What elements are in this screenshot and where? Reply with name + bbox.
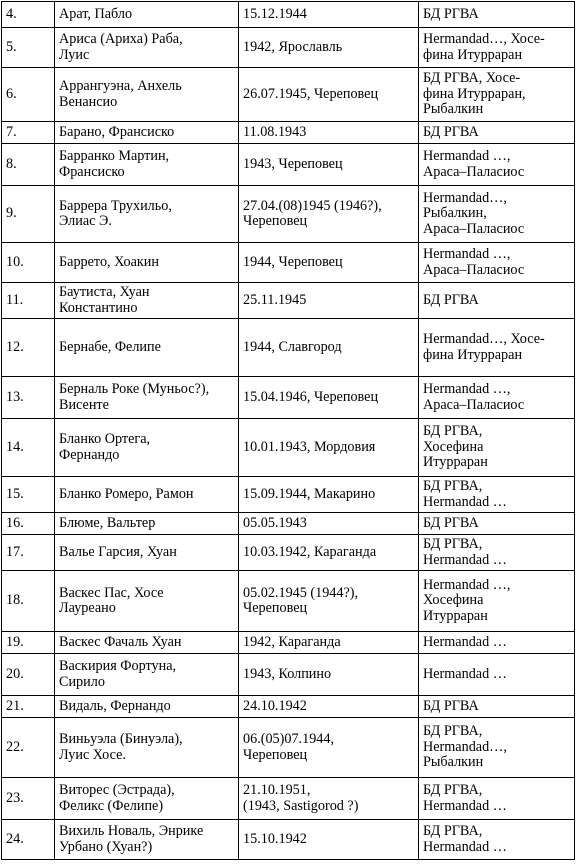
- person-name: Баутиста, Хуан Константино: [55, 283, 239, 319]
- row-number: 24.: [2, 820, 55, 860]
- person-name: Барранко Мартин, Франсиско: [55, 144, 239, 186]
- source: БД РГВА, Hermandad …: [419, 778, 575, 820]
- table-row: [2, 2, 575, 28]
- person-name: Бернабе, Фелипе: [55, 319, 239, 377]
- table-row: [2, 477, 575, 513]
- source: Hermandad …: [419, 632, 575, 654]
- row-number: 16.: [2, 513, 55, 535]
- table-row: [2, 654, 575, 696]
- death-date-place: 05.02.1945 (1944?), Череповец: [239, 571, 419, 632]
- death-date-place: 11.08.1943: [239, 122, 419, 144]
- table-row: [2, 122, 575, 144]
- death-date-place: 21.10.1951, (1943, Sastigorod ?): [239, 778, 419, 820]
- death-date-place: 15.12.1944: [239, 2, 419, 28]
- row-number: 7.: [2, 122, 55, 144]
- death-date-place: 10.03.1942, Караганда: [239, 535, 419, 571]
- row-number: 10.: [2, 243, 55, 283]
- records-table: [1, 1, 575, 860]
- person-name: Арат, Пабло: [55, 2, 239, 28]
- death-date-place: 27.04.(08)1945 (1946?), Череповец: [239, 186, 419, 243]
- person-name: Ариса (Ариха) Раба, Луис: [55, 28, 239, 68]
- row-number: 8.: [2, 144, 55, 186]
- row-number: 15.: [2, 477, 55, 513]
- source: БД РГВА, Hermandad…, Рыбалкин: [419, 718, 575, 778]
- row-number: 22.: [2, 718, 55, 778]
- row-number: 5.: [2, 28, 55, 68]
- person-name: Виторес (Эстрада), Феликс (Фелипе): [55, 778, 239, 820]
- person-name: Васкес Фачаль Хуан: [55, 632, 239, 654]
- row-number: 9.: [2, 186, 55, 243]
- death-date-place: 15.04.1946, Череповец: [239, 377, 419, 419]
- person-name: Васкес Пас, Хосе Лауреано: [55, 571, 239, 632]
- death-date-place: 1942, Ярославль: [239, 28, 419, 68]
- death-date-place: 1943, Колпино: [239, 654, 419, 696]
- row-number: 21.: [2, 696, 55, 718]
- row-number: 23.: [2, 778, 55, 820]
- row-number: 19.: [2, 632, 55, 654]
- source: БД РГВА, Hermandad …: [419, 820, 575, 860]
- death-date-place: 1942, Караганда: [239, 632, 419, 654]
- person-name: Бланко Ромеро, Рамон: [55, 477, 239, 513]
- source: Hermandad …, Хосефина Итурраран: [419, 571, 575, 632]
- source: Hermandad …: [419, 654, 575, 696]
- source: БД РГВА: [419, 513, 575, 535]
- source: БД РГВА, Hermandad …: [419, 535, 575, 571]
- row-number: 11.: [2, 283, 55, 319]
- death-date-place: 15.09.1944, Макарино: [239, 477, 419, 513]
- death-date-place: 24.10.1942: [239, 696, 419, 718]
- person-name: Барано, Франсиско: [55, 122, 239, 144]
- table-row: [2, 696, 575, 718]
- table-row: [2, 186, 575, 243]
- table-row: [2, 419, 575, 477]
- death-date-place: 1944, Славгород: [239, 319, 419, 377]
- person-name: Бланко Ортега, Фернандо: [55, 419, 239, 477]
- death-date-place: 26.07.1945, Череповец: [239, 68, 419, 122]
- source: БД РГВА, Hermandad …: [419, 477, 575, 513]
- table-row: [2, 718, 575, 778]
- records-table-body: [2, 2, 575, 860]
- person-name: Видаль, Фернандо: [55, 696, 239, 718]
- person-name: Аррангуэна, Анхель Венансио: [55, 68, 239, 122]
- row-number: 14.: [2, 419, 55, 477]
- death-date-place: 06.(05)07.1944, Череповец: [239, 718, 419, 778]
- death-date-place: 05.05.1943: [239, 513, 419, 535]
- person-name: Вихиль Новаль, Энрике Урбано (Хуан?): [55, 820, 239, 860]
- source: Hermandad …, Араса–Паласиос: [419, 144, 575, 186]
- person-name: Блюме, Вальтер: [55, 513, 239, 535]
- source: Hermandad …, Араса–Паласиос: [419, 377, 575, 419]
- source: БД РГВА: [419, 696, 575, 718]
- table-row: [2, 144, 575, 186]
- table-row: [2, 513, 575, 535]
- table-row: [2, 377, 575, 419]
- table-row: [2, 68, 575, 122]
- death-date-place: 1944, Череповец: [239, 243, 419, 283]
- row-number: 12.: [2, 319, 55, 377]
- table-row: [2, 243, 575, 283]
- row-number: 6.: [2, 68, 55, 122]
- row-number: 18.: [2, 571, 55, 632]
- row-number: 17.: [2, 535, 55, 571]
- death-date-place: 25.11.1945: [239, 283, 419, 319]
- person-name: Васкирия Фортуна, Сирило: [55, 654, 239, 696]
- table-row: [2, 319, 575, 377]
- source: БД РГВА: [419, 283, 575, 319]
- source: Hermandad…, Рыбалкин, Араса–Паласиос: [419, 186, 575, 243]
- table-row: [2, 283, 575, 319]
- table-row: [2, 778, 575, 820]
- table-row: [2, 535, 575, 571]
- source: БД РГВА: [419, 2, 575, 28]
- source: БД РГВА, Хосе- фина Итурраран, Рыбалкин: [419, 68, 575, 122]
- person-name: Баррето, Хоакин: [55, 243, 239, 283]
- source: Hermandad…, Хосе- фина Итурраран: [419, 319, 575, 377]
- person-name: Валье Гарсия, Хуан: [55, 535, 239, 571]
- table-row: [2, 820, 575, 860]
- source: БД РГВА: [419, 122, 575, 144]
- death-date-place: 10.01.1943, Мордовия: [239, 419, 419, 477]
- death-date-place: 15.10.1942: [239, 820, 419, 860]
- table-row: [2, 632, 575, 654]
- person-name: Берналь Роке (Муньос?), Висенте: [55, 377, 239, 419]
- source: Hermandad …, Араса–Паласиос: [419, 243, 575, 283]
- row-number: 4.: [2, 2, 55, 28]
- death-date-place: 1943, Череповец: [239, 144, 419, 186]
- row-number: 13.: [2, 377, 55, 419]
- source: Hermandad…, Хосе- фина Итурраран: [419, 28, 575, 68]
- table-row: [2, 571, 575, 632]
- row-number: 20.: [2, 654, 55, 696]
- person-name: Баррера Трухильо, Элиас Э.: [55, 186, 239, 243]
- table-row: [2, 28, 575, 68]
- source: БД РГВА, Хосефина Итурраран: [419, 419, 575, 477]
- person-name: Виньуэла (Бинуэла), Луис Хосе.: [55, 718, 239, 778]
